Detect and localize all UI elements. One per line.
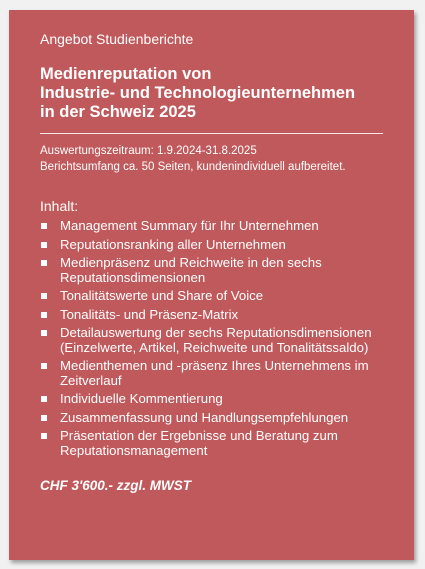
list-item bbox=[40, 326, 396, 355]
list-item-text: Medienpräsenz und Reichweite in den sechs Reputationsdimensionen bbox=[60, 255, 322, 285]
square-bullet-icon bbox=[41, 260, 47, 266]
list-item bbox=[40, 308, 396, 323]
price-label: CHF 3'600.- zzgl. MWST bbox=[40, 478, 191, 493]
list-item bbox=[40, 256, 396, 285]
square-bullet-icon bbox=[41, 293, 47, 299]
list-item-text: Zusammenfassung und Handlungsempfehlungen bbox=[60, 409, 349, 425]
offer-title-line: in der Schweiz 2025 bbox=[40, 103, 196, 121]
list-item bbox=[40, 392, 396, 407]
list-item bbox=[40, 238, 396, 253]
square-bullet-icon bbox=[41, 433, 47, 439]
list-item bbox=[40, 429, 396, 458]
list-item bbox=[40, 289, 396, 304]
square-bullet-icon bbox=[41, 396, 47, 402]
content-list bbox=[40, 219, 396, 458]
title-divider bbox=[40, 133, 383, 134]
list-item-text: Detailauswertung der sechs Reputationsdimensionen (Einzelwerte, Artikel, Reichweite und Tonalitätssaldo) bbox=[60, 325, 372, 355]
list-item-text: Tonalitätswerte und Share of Voice bbox=[60, 288, 264, 303]
list-item-text: Tonalitäts- und Präsenz-Matrix bbox=[60, 306, 239, 322]
square-bullet-icon bbox=[41, 223, 47, 229]
list-item bbox=[40, 411, 396, 426]
report-meta bbox=[40, 143, 396, 175]
square-bullet-icon bbox=[41, 363, 47, 369]
list-item bbox=[40, 219, 396, 234]
offer-title-line: Industrie- und Technologieunternehmen bbox=[40, 84, 356, 102]
offer-card bbox=[9, 10, 414, 560]
content-heading: Inhalt: bbox=[40, 198, 79, 214]
evaluation-period: Auswertungszeitraum: 1.9.2024-31.8.2025 bbox=[40, 145, 257, 157]
report-scope: Berichtsumfang ca. 50 Seiten, kundenindividuell aufbereitet. bbox=[40, 161, 346, 173]
offer-title bbox=[40, 65, 396, 122]
list-item-text: Präsentation der Ergebnisse und Beratung zum Reputationsmanagement bbox=[60, 428, 338, 458]
list-item-text: Medienthemen und -präsenz Ihres Unternehmens im Zeitverlauf bbox=[60, 358, 369, 388]
list-item-text: Management Summary für Ihr Unternehmen bbox=[60, 218, 319, 233]
offer-eyebrow: Angebot Studienberichte bbox=[40, 31, 194, 47]
offer-title-line: Medienreputation von bbox=[40, 65, 212, 83]
square-bullet-icon bbox=[41, 330, 47, 336]
square-bullet-icon bbox=[41, 312, 47, 318]
list-item-text: Individuelle Kommentierung bbox=[60, 391, 223, 406]
list-item bbox=[40, 359, 396, 388]
square-bullet-icon bbox=[41, 242, 47, 248]
list-item-text: Reputationsranking aller Unternehmen bbox=[60, 236, 286, 252]
square-bullet-icon bbox=[41, 415, 47, 421]
